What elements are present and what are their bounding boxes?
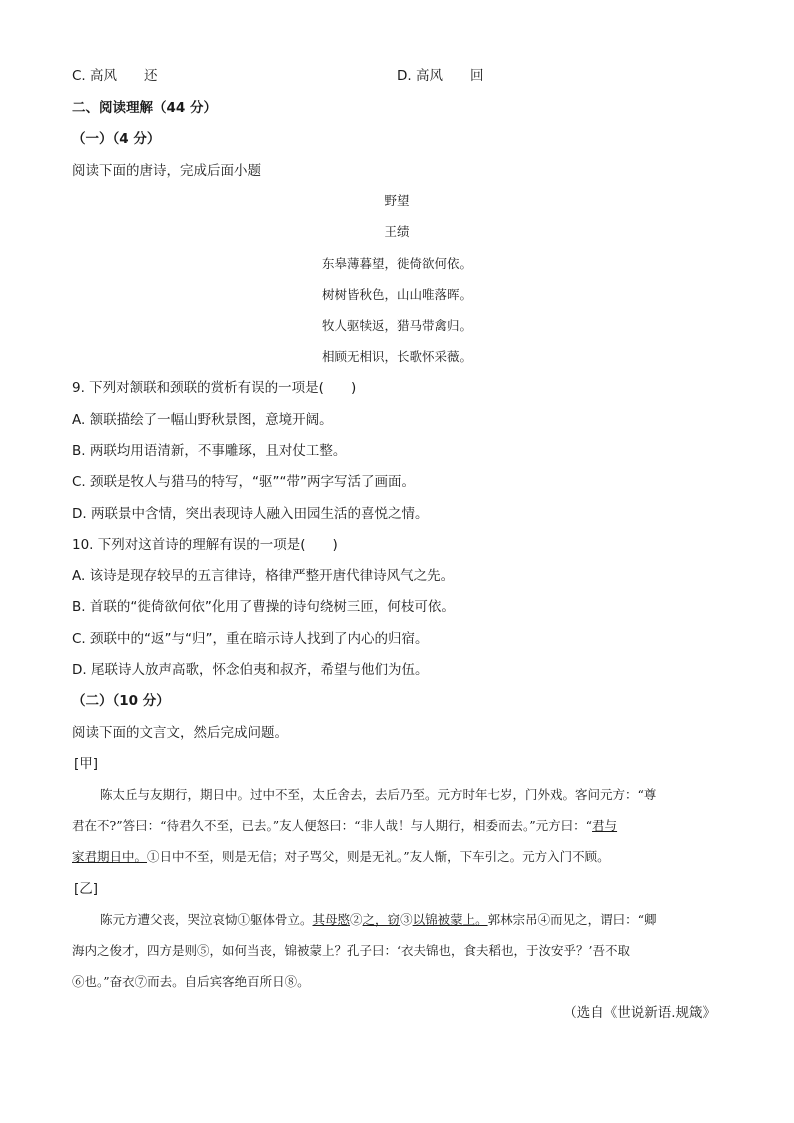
passage-jia-line-3	[72, 848, 610, 866]
passage-jia-line-2	[72, 817, 617, 835]
passage-yi-line-2: 海内之俊才，四方是则⑤，如何当丧，锦被蒙上？孔子曰：‘衣夫锦也，食夫稻也，于汝安乎？’吾不取	[72, 943, 630, 958]
q10-option-c: C. 颈联中的“返”与“归”，重在暗示诗人找到了内心的归宿。	[72, 631, 429, 647]
passage-yi-line-1-text-b: 郭林宗吊④而见之，谓曰：“卿	[487, 912, 657, 927]
poem-title: 野望	[384, 193, 410, 208]
passage-yi-line-1-text-a: 陈元方遭父丧，哭泣哀恸①躯体骨立。	[100, 912, 313, 927]
passage-jia-label: [甲]	[74, 756, 99, 772]
passage-yi-label: [乙]	[74, 881, 99, 897]
part1-title: （一）（4 分）	[72, 131, 161, 147]
q10-stem: 10. 下列对这首诗的理解有误的一项是( )	[72, 537, 338, 553]
underlined-phrase-jia-1: 君与	[592, 818, 618, 833]
poem-author: 王绩	[384, 224, 410, 239]
q9-option-d: D. 两联景中含情，突出表现诗人融入田园生活的喜悦之情。	[72, 506, 429, 522]
passage-jia-line-2-text: 君在不?”答曰：“待君久不至，已去。”友人便怒曰：“非人哉！与人期行，相委而去。”元方曰：“	[72, 818, 593, 833]
poem-line-3: 牧人驱犊返，猎马带禽归。	[321, 318, 472, 333]
underlined-phrase-yi-3: 以锦被蒙上。	[412, 912, 488, 927]
poem-line-1: 东皋薄暮望，徙倚欲何依。	[321, 256, 472, 271]
q10-option-a: A. 该诗是现存较早的五言律诗，格律严整开唐代律诗风气之先。	[72, 568, 455, 584]
part1-instruction: 阅读下面的唐诗，完成后面小题	[72, 163, 261, 179]
source-citation: （选自《世说新语.规箴》	[563, 1005, 716, 1021]
q9-option-b: B. 两联均用语清新，不事雕琢，且对仗工整。	[72, 443, 347, 459]
note-marker-2: ②	[350, 912, 363, 927]
q9-option-a: A. 颔联描绘了一幅山野秋景图，意境开阔。	[72, 412, 333, 428]
option-d-prev: D. 高风 回	[397, 68, 484, 84]
underlined-phrase-jia-2: 家君期日中。	[72, 849, 148, 864]
section-title: 二、阅读理解（44 分）	[72, 100, 217, 116]
part2-title: （二）（10 分）	[72, 693, 170, 709]
passage-yi-line-1	[100, 911, 657, 929]
q10-option-d: D. 尾联诗人放声高歌，怀念伯夷和叔齐，希望与他们为伍。	[72, 662, 429, 678]
passage-yi-line-3: ⑥也。”奋衣⑦而去。自后宾客绝百所日⑧。	[72, 974, 310, 989]
passage-jia-line-1: 陈太丘与友期行，期日中。过中不至，太丘舍去，去后乃至。元方时年七岁，门外戏。客问元方：“尊	[100, 787, 657, 802]
poem-line-2: 树树皆秋色，山山唯落晖。	[321, 287, 472, 302]
q9-option-c: C. 颈联是牧人与猎马的特写，“驱”“带”两字写活了画面。	[72, 474, 415, 490]
option-c-prev: C. 高风 还	[72, 68, 158, 84]
passage-jia-line-3-text: ①日中不至，则是无信；对子骂父，则是无礼。”友人惭，下车引之。元方入门不顾。	[147, 849, 610, 864]
note-marker-3: ③	[400, 912, 413, 927]
poem-line-4: 相顾无相识，长歌怀采薇。	[321, 349, 472, 364]
q9-stem: 9. 下列对颔联和颈联的赏析有误的一项是( )	[72, 380, 357, 396]
underlined-phrase-yi-2: 之，窃	[362, 912, 401, 927]
part2-instruction: 阅读下面的文言文，然后完成问题。	[72, 725, 288, 741]
q10-option-b: B. 首联的“徙倚欲何依”化用了曹操的诗句绕树三匝，何枝可依。	[72, 599, 455, 615]
underlined-phrase-yi-1: 其母愍	[312, 912, 351, 927]
